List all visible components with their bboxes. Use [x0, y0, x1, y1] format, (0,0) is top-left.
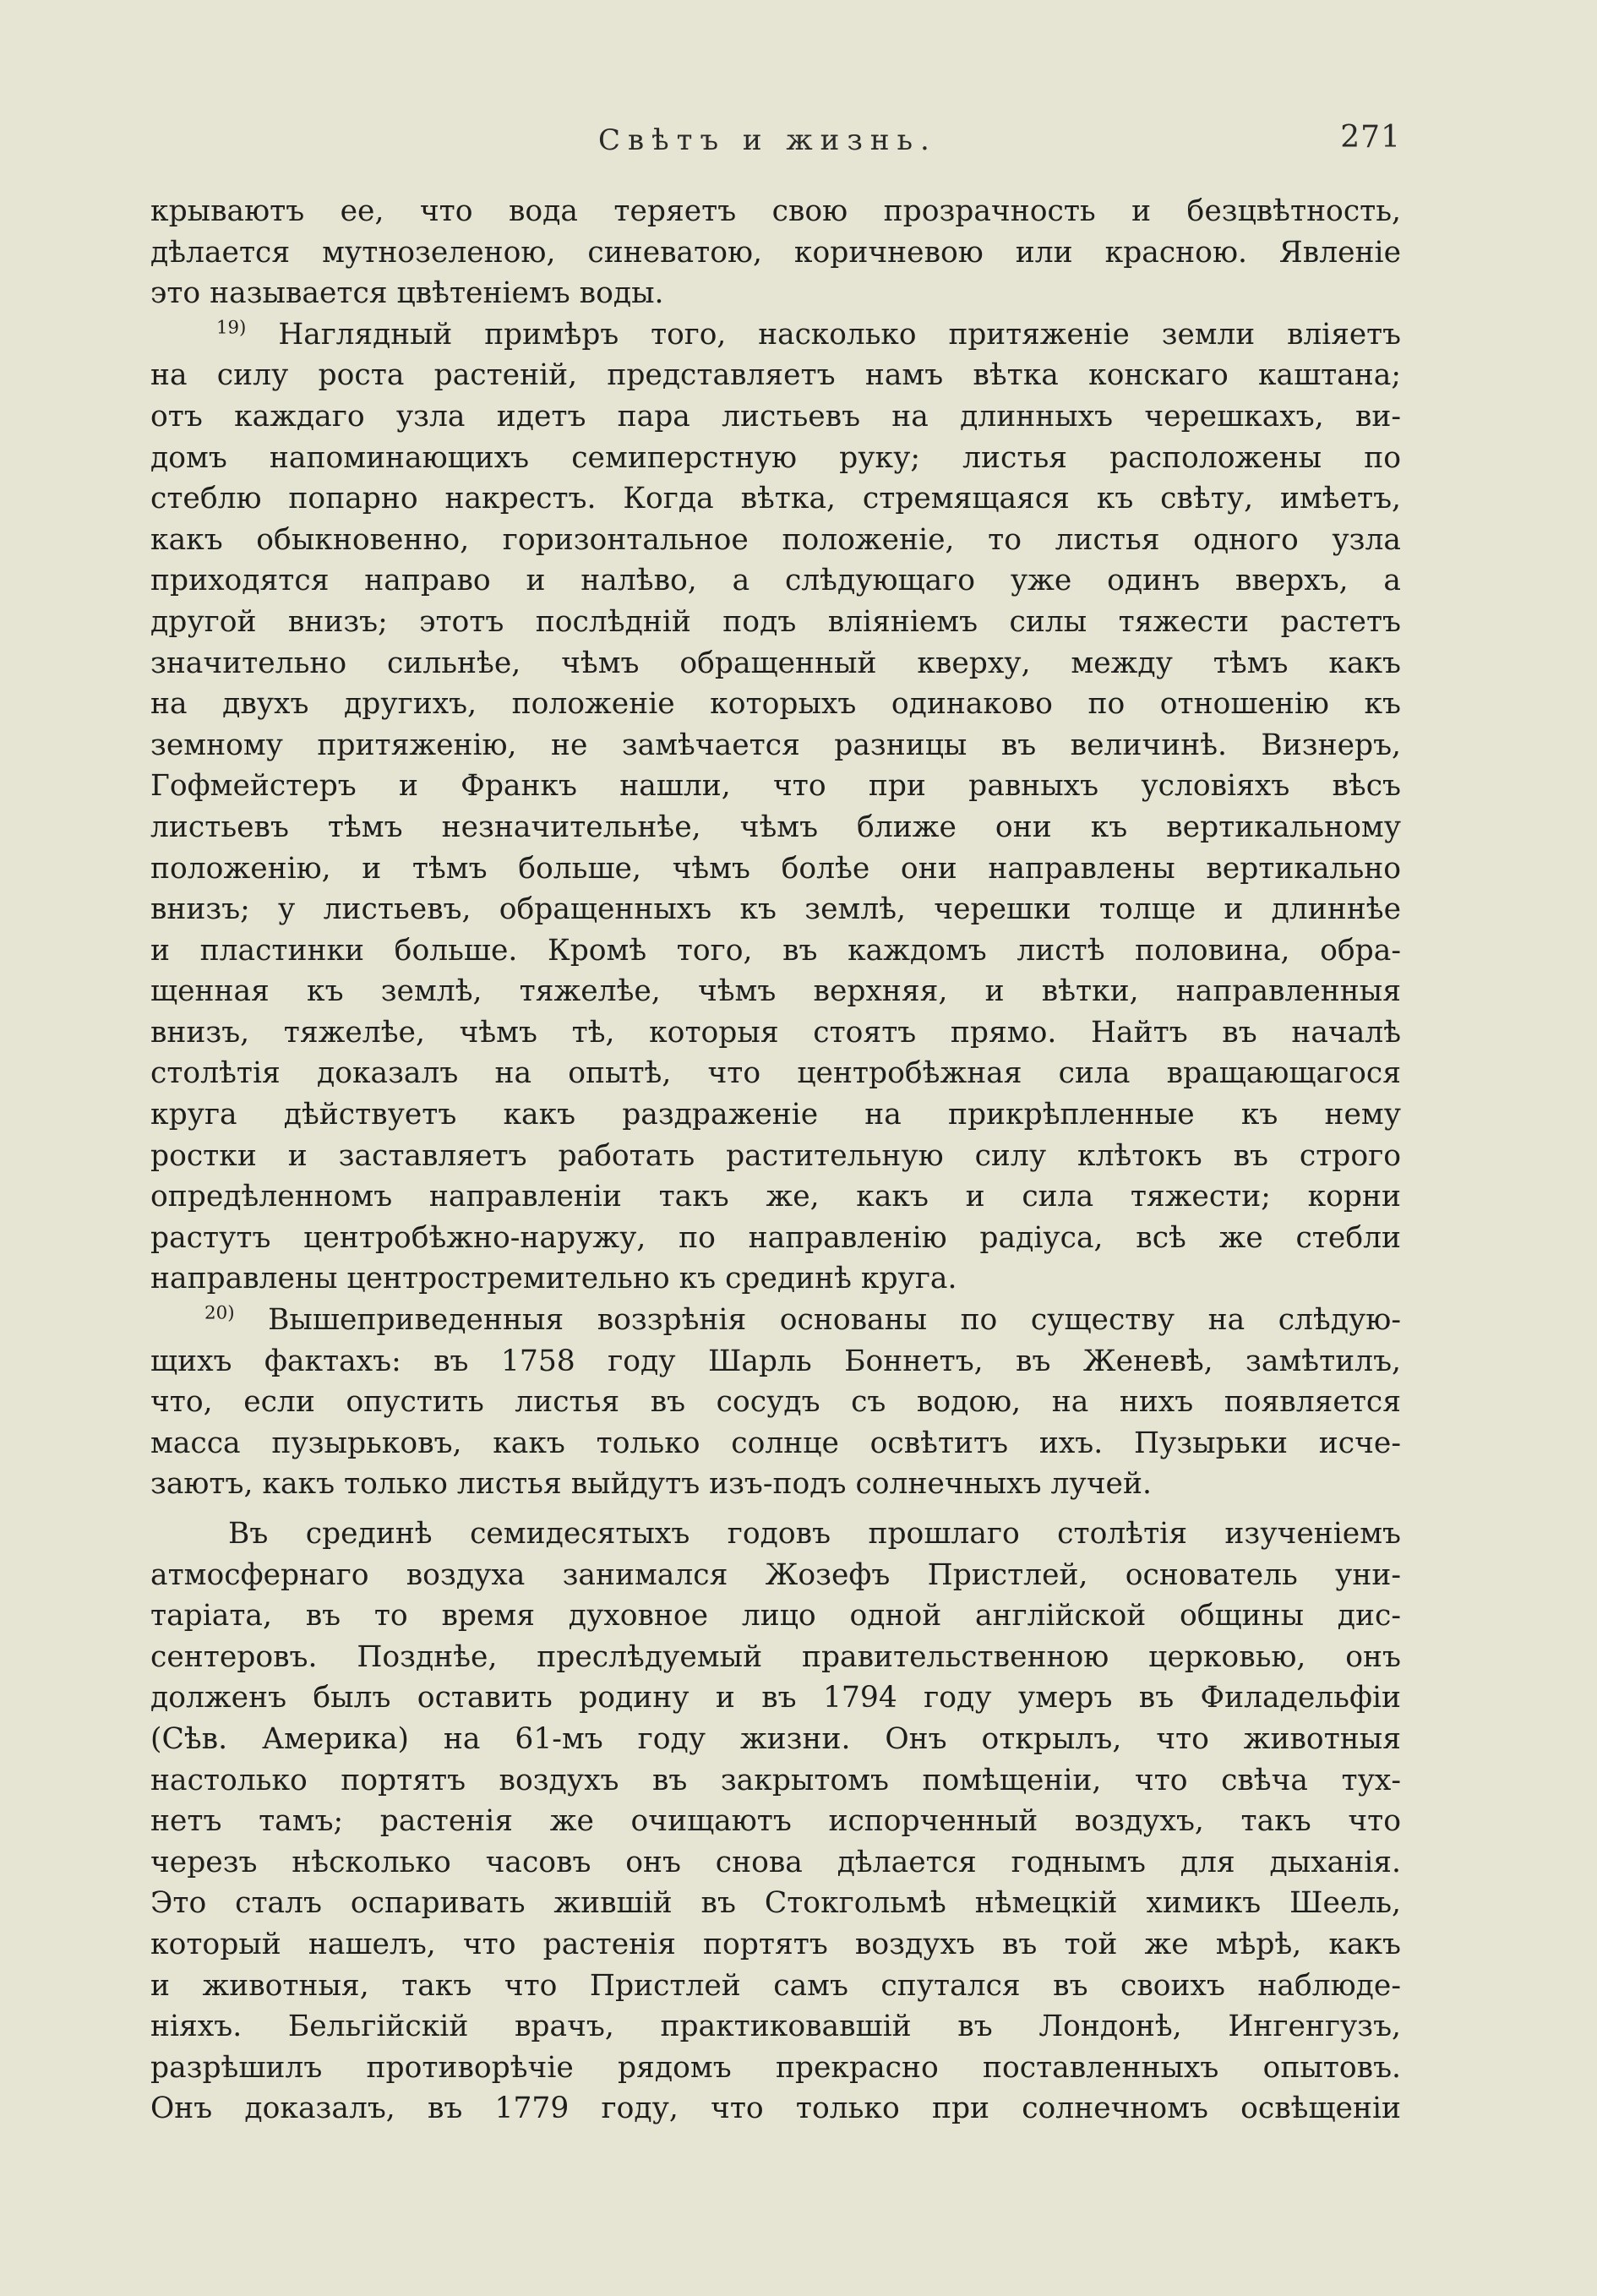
text-line: Гофмейстеръ и Франкъ нашли, что при равныхъ условіяхъ вѣсъ: [150, 769, 1401, 804]
text-line: внизъ; у листьевъ, обращенныхъ къ землѣ, черешки толще и длиннѣе: [150, 892, 1401, 927]
paragraph: [150, 1513, 1401, 2130]
footnote-paragraph: [150, 314, 1401, 1300]
text-line: нетъ тамъ; растенія же очищаютъ испорченный воздухъ, такъ что: [150, 1804, 1401, 1839]
text-line: отъ каждаго узла идетъ пара листьевъ на длинныхъ черешкахъ, ви-: [150, 399, 1401, 434]
text-line: домъ напоминающихъ семиперстную руку; листья расположены по: [150, 440, 1401, 475]
text-line: масса пузырьковъ, какъ только солнце освѣтитъ ихъ. Пузырьки исче-: [150, 1426, 1401, 1460]
text-line: ніяхъ. Бельгійскій врачъ, практиковавшій въ Лондонѣ, Ингенгузъ,: [150, 2010, 1401, 2044]
text-line: щенная къ землѣ, тяжелѣе, чѣмъ верхняя, и вѣтки, направленныя: [150, 974, 1401, 1009]
text-line-content: Вышеприведенныя воззрѣнія основаны по существу на слѣдую-: [268, 1303, 1401, 1338]
page-header: [150, 120, 1401, 166]
text-line: на силу роста растеній, представляетъ намъ вѣтка конскаго каштана;: [150, 358, 1401, 393]
note-marker: 20): [204, 1302, 235, 1324]
text-line: столѣтія доказалъ на опытѣ, что центробѣжная сила вращающагося: [150, 1056, 1401, 1091]
text-line: дѣлается мутнозеленою, синеватою, коричневою или красною. Явленіе: [150, 235, 1401, 270]
text-line: другой внизъ; этотъ послѣдній подъ вліяніемъ силы тяжести растетъ: [150, 604, 1401, 639]
text-line: приходятся направо и налѣво, а слѣдующаго уже одинъ вверхъ, а: [150, 564, 1401, 598]
text-line-content: Наглядный примѣръ того, насколько притяженіе земли вліяетъ: [278, 317, 1401, 352]
text-line: Онъ доказалъ, въ 1779 году, что только при солнечномъ освѣщеніи: [150, 2091, 1401, 2126]
text-line: ростки и заставляетъ работать растительную силу клѣтокъ въ строго: [150, 1138, 1401, 1173]
text-line: это называется цвѣтеніемъ воды.: [150, 276, 664, 311]
text-line: значительно сильнѣе, чѣмъ обращенный кверху, между тѣмъ какъ: [150, 646, 1401, 680]
text-line: какъ обыкновенно, горизонтальное положеніе, то листья одного узла: [150, 522, 1401, 557]
text-line: таріата, въ то время духовное лицо одной англійской общины дис-: [150, 1599, 1401, 1633]
page-body: [150, 191, 1401, 2130]
text-line: настолько портятъ воздухъ въ закрытомъ помѣщеніи, что свѣча тух-: [150, 1763, 1401, 1797]
note-marker: 19): [216, 317, 247, 339]
text-line: что, если опустить листья въ сосудъ съ водою, на нихъ появляется: [150, 1385, 1401, 1420]
text-line: и животныя, такъ что Пристлей самъ спутался въ своихъ наблюде-: [150, 1968, 1401, 2003]
paragraph-gap: [150, 1505, 1401, 1513]
text-line: положенію, и тѣмъ больше, чѣмъ болѣе они направлены вертикально: [150, 851, 1401, 886]
text-line: круга дѣйствуетъ какъ раздраженіе на прикрѣпленные къ нему: [150, 1098, 1401, 1132]
text-line: растутъ центробѣжно-наружу, по направленію радіуса, всѣ же стебли: [150, 1220, 1401, 1255]
footnote-paragraph: [150, 1300, 1401, 1505]
text-line: и пластинки больше. Кромѣ того, въ каждомъ листѣ половина, обра-: [150, 933, 1401, 968]
text-line: Это сталъ оспаривать жившій въ Стокгольмѣ нѣмецкій химикъ Шеель,: [150, 1886, 1401, 1921]
text-line: [150, 1300, 1401, 1341]
text-line: крываютъ ее, что вода теряетъ свою прозрачность и безцвѣтность,: [150, 194, 1401, 228]
text-line: атмосфернаго воздуха занимался Жозефъ Пристлей, основатель уни-: [150, 1557, 1401, 1592]
text-line: (Сѣв. Америка) на 61-мъ году жизни. Онъ открылъ, что животныя: [150, 1721, 1401, 1756]
text-line: опредѣленномъ направленіи такъ же, какъ и сила тяжести; корни: [150, 1180, 1401, 1214]
text-line: направлены центростремительно къ срединѣ круга.: [150, 1262, 957, 1296]
page-number: 271: [1340, 120, 1401, 155]
text-line: заютъ, какъ только листья выйдутъ изъ-подъ солнечныхъ лучей.: [150, 1467, 1152, 1502]
text-line: Въ срединѣ семидесятыхъ годовъ прошлаго столѣтія изученіемъ: [228, 1517, 1401, 1551]
text-line: на двухъ другихъ, положеніе которыхъ одинаково по отношенію къ: [150, 687, 1401, 722]
text-line: разрѣшилъ противорѣчіе рядомъ прекрасно поставленныхъ опытовъ.: [150, 2050, 1401, 2085]
text-line: долженъ былъ оставить родину и въ 1794 году умеръ въ Филадельфіи: [150, 1681, 1401, 1715]
text-line: [150, 314, 1401, 356]
text-line: щихъ фактахъ: въ 1758 году Шарль Боннетъ, въ Женевѣ, замѣтилъ,: [150, 1344, 1401, 1378]
text-line: стеблю попарно накрестъ. Когда вѣтка, стремящаяся къ свѣту, имѣетъ,: [150, 482, 1401, 516]
text-line: листьевъ тѣмъ незначительнѣе, чѣмъ ближе они къ вертикальному: [150, 810, 1401, 844]
text-line: который нашелъ, что растенія портятъ воздухъ въ той же мѣрѣ, какъ: [150, 1927, 1401, 1961]
text-line: сентеровъ. Позднѣе, преслѣдуемый правительственною церковью, онъ: [150, 1639, 1401, 1674]
text-line: черезъ нѣсколько часовъ онъ снова дѣлается годнымъ для дыханія.: [150, 1845, 1401, 1879]
text-line: внизъ, тяжелѣе, чѣмъ тѣ, которыя стоятъ прямо. Найтъ въ началѣ: [150, 1015, 1401, 1050]
text-line: земному притяженію, не замѣчается разницы въ величинѣ. Визнеръ,: [150, 728, 1401, 762]
paragraph: [150, 191, 1401, 314]
running-title: Свѣтъ и жизнь.: [598, 123, 937, 157]
